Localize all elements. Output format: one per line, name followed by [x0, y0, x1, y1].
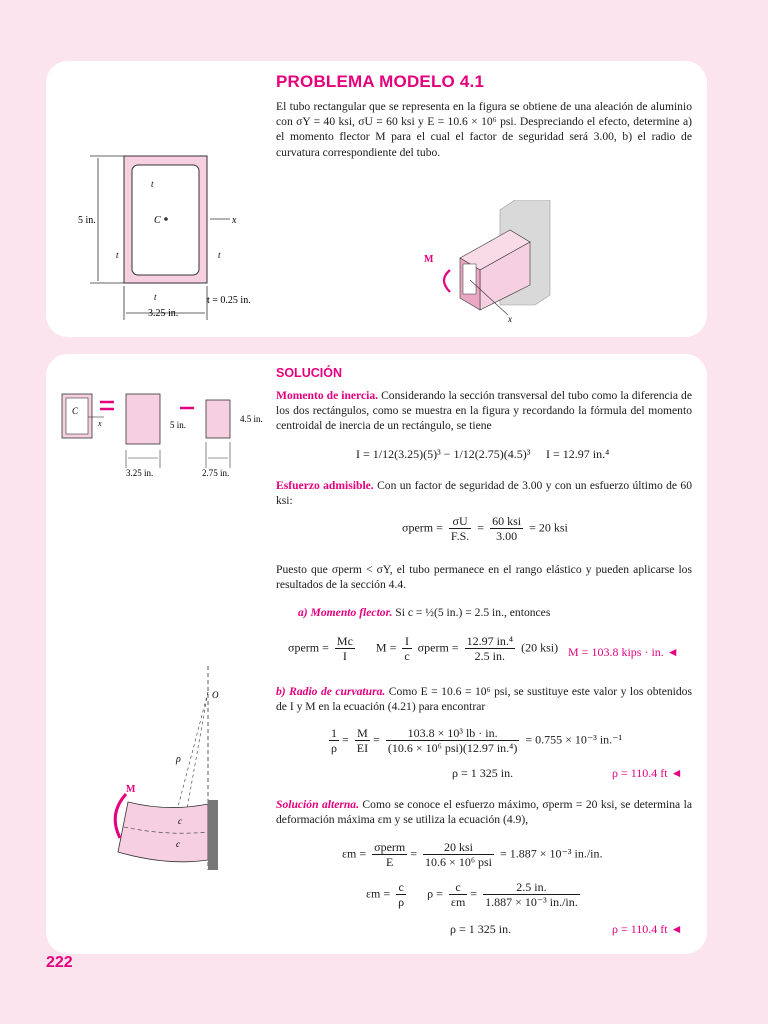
section-t-right: t — [218, 250, 221, 260]
section-t-top: t — [151, 179, 154, 189]
alternate-e1-lhs: εm = — [342, 846, 367, 861]
moment-eq1-lhs: σperm = — [288, 640, 329, 655]
allowable-num2: 60 ksi — [492, 514, 522, 528]
section-centroid-label: C — [154, 215, 161, 226]
curvature-figure — [100, 662, 230, 874]
alternate-eq2: εm = $\frac{c}{\rho}$ ρ = $\frac{c}{\varepsilon m}$ = $\frac{2.5 in.}{\text{1.887 × 10⁻³ in./in.}}$ — [366, 880, 578, 909]
inertia-result: I = 12.97 in.⁴ — [546, 447, 610, 461]
alternate-e1-den2: 10.6 × 10⁶ psi — [425, 855, 493, 869]
curvature-result: ρ = 110.4 ft ◄ — [612, 766, 683, 780]
alternate-e1-num: σperm — [374, 840, 406, 854]
moment-eq2-num: I — [402, 634, 411, 649]
curvature-lhs-den: ρ — [331, 741, 337, 755]
alternate-rho: ρ = 1 325 in. — [450, 922, 512, 936]
page-number: 222 — [46, 954, 73, 971]
curvature-label: b) Radio de curvatura. — [276, 685, 386, 698]
section-axis-label: x — [232, 215, 237, 226]
curvature-tail: = 0.755 × 10⁻³ in.⁻¹ — [525, 732, 623, 747]
curvature-equation: $\frac{1}{\rho}$ = $\frac{M}{EI}$ = $\frac{\text{103.8 × 10³ lb · in.}}{\text{(10.6 × 10⁶ psi)(12.97 in.⁴)}}$ = 0.755 × 10⁻³ in.⁻¹ — [331, 726, 623, 755]
rects-w1-label: 3.25 in. — [126, 468, 154, 478]
moment-eq2-mid: σperm = — [417, 640, 459, 655]
inertia-label: Momento de inercia. — [276, 389, 379, 402]
curvature-lhs-num: 1 — [331, 726, 337, 740]
curvature-text: Como E = 10.6 = 10⁶ psi, se sustituye este valor y los obtenidos de I y M en la ecuación (4.21) para encontrar — [276, 685, 692, 714]
elastic-paragraph: Puesto que σperm < σY, el tubo permanece en el rango elástico y pueden aplicarse los resultados de la sección 4.4. — [276, 563, 692, 592]
alternate-e2-lhs: εm = — [366, 886, 391, 901]
inertia-text: Considerando la sección transversal del tubo como la diferencia de los dos rectángulos, como se muestra en la figura y recordando la fórmula del momento centroidal de inercia de un rectángulo, se tiene — [276, 389, 692, 433]
alternate-e2-num2: c — [449, 880, 467, 895]
curvature-paragraph — [276, 684, 692, 714]
moment-eq2-lhs: M = — [375, 640, 397, 655]
curve-c2-label: c — [176, 839, 180, 849]
moment-eq3-num: 12.97 in.⁴ — [466, 634, 514, 648]
section-height-label: 5 in. — [78, 215, 96, 226]
rects-centroid-label: C — [72, 406, 79, 416]
solution-heading: SOLUCIÓN — [276, 366, 342, 380]
allowable-paragraph — [276, 478, 692, 508]
alternate-text: Como se conoce el esfuerzo máximo, σperm = 20 ksi, se determina la deformación máxima εm y se utiliza la ecuación (4.9), — [276, 798, 692, 827]
section-t-bottom: t — [154, 292, 157, 302]
tube-isometric-figure — [420, 200, 560, 325]
allowable-rhs: = 20 ksi — [529, 520, 568, 535]
rects-h1-label: 5 in. — [170, 420, 187, 430]
alternate-e2-mid: ρ = — [427, 886, 443, 901]
inertia-equation: I = 1/12(3.25)(5)³ − 1/12(2.75)(4.5)³ — [356, 447, 531, 461]
allowable-den2: 3.00 — [496, 529, 518, 543]
moment-paragraph — [298, 605, 692, 620]
moment-eq3-tail: (20 ksi) — [521, 640, 559, 655]
problem-title: PROBLEMA MODELO 4.1 — [276, 72, 485, 91]
moment-equation — [288, 634, 558, 663]
moment-text: Si c = ½(5 in.) = 2.5 in., entonces — [392, 606, 551, 619]
curve-m-label: M — [126, 784, 136, 795]
problem-statement: El tubo rectangular que se representa en la figura se obtiene de una aleación de aluminio con σY = 40 ksi, σU = 60 ksi y E = 10.6 × 10⁶ psi. Despreciando el efecto, determine a) el momento flector M para el cual el factor de seguridad será 3.00, b) el radio de curvatura correspondiente del tubo. — [276, 100, 692, 159]
allowable-num1: σU — [449, 514, 471, 529]
alternate-paragraph — [276, 797, 692, 827]
alternate-e2-den3: 1.887 × 10⁻³ in./in. — [485, 895, 578, 909]
curve-o-label: O — [212, 690, 219, 700]
alternate-e1-num2: 20 ksi — [423, 840, 494, 855]
alternate-eq1: εm = $\frac{\text{σperm}}{E}$ = $\frac{\text{20 ksi}}{\text{10.6 × 10⁶ psi}}$ = 1.887 × 10⁻³ in./in. — [342, 840, 603, 869]
tube-moment-label: M — [424, 254, 434, 265]
moment-result: M = 103.8 kips · in. ◄ — [568, 645, 679, 659]
alternate-e2-num: c — [396, 880, 406, 895]
alternate-e2-den: ρ — [398, 895, 405, 909]
curvature-rho: ρ = 1 325 in. — [452, 766, 514, 780]
section-width-label: 3.25 in. — [148, 308, 179, 319]
rects-axis-label: x — [98, 419, 102, 428]
allowable-den1: F.S. — [450, 529, 470, 543]
alternate-label: Solución alterna. — [276, 798, 359, 811]
rectangles-figure — [58, 390, 268, 480]
moment-label: a) Momento flector. — [298, 606, 393, 619]
moment-eq1-num: Mc — [336, 634, 353, 648]
inertia-paragraph — [276, 388, 692, 434]
cross-section-figure — [70, 140, 270, 325]
curvature-mid-num: M — [355, 726, 370, 741]
curvature-big-num: 103.8 × 10³ lb · in. — [386, 726, 519, 741]
curve-c1-label: c — [178, 816, 182, 826]
rects-h2-label: 4.5 in. — [240, 414, 263, 424]
section-t-left: t — [116, 250, 119, 260]
allowable-equation: σperm = $\frac{\sigma U}{F.S.}$ = $\frac{\text{60 ksi}}{3.00}$ = 20 ksi — [402, 514, 568, 543]
curve-rho-label: ρ — [176, 754, 181, 765]
tube-axis-label: x — [508, 314, 512, 324]
curvature-big-den: (10.6 × 10⁶ psi)(12.97 in.⁴) — [387, 741, 518, 755]
alternate-e2-num3: 2.5 in. — [483, 880, 580, 895]
moment-eq2-den: c — [404, 649, 410, 663]
alternate-e1-den: E — [386, 855, 394, 869]
section-thickness-label: t = 0.25 in. — [207, 295, 251, 306]
alternate-result: ρ = 110.4 ft ◄ — [612, 922, 683, 936]
rects-w2-label: 2.75 in. — [202, 468, 230, 478]
curvature-mid-den: EI — [356, 741, 369, 755]
alternate-e1-tail: = 1.887 × 10⁻³ in./in. — [500, 846, 603, 861]
allowable-text: Con un factor de seguridad de 3.00 y con un esfuerzo último de 60 ksi: — [276, 479, 693, 508]
alternate-e2-den2: εm — [450, 895, 466, 909]
allowable-lhs: σperm = — [402, 520, 443, 535]
allowable-label: Esfuerzo admisible. — [276, 479, 374, 492]
moment-eq1-den: I — [342, 649, 347, 663]
moment-eq3-den: 2.5 in. — [474, 649, 506, 663]
